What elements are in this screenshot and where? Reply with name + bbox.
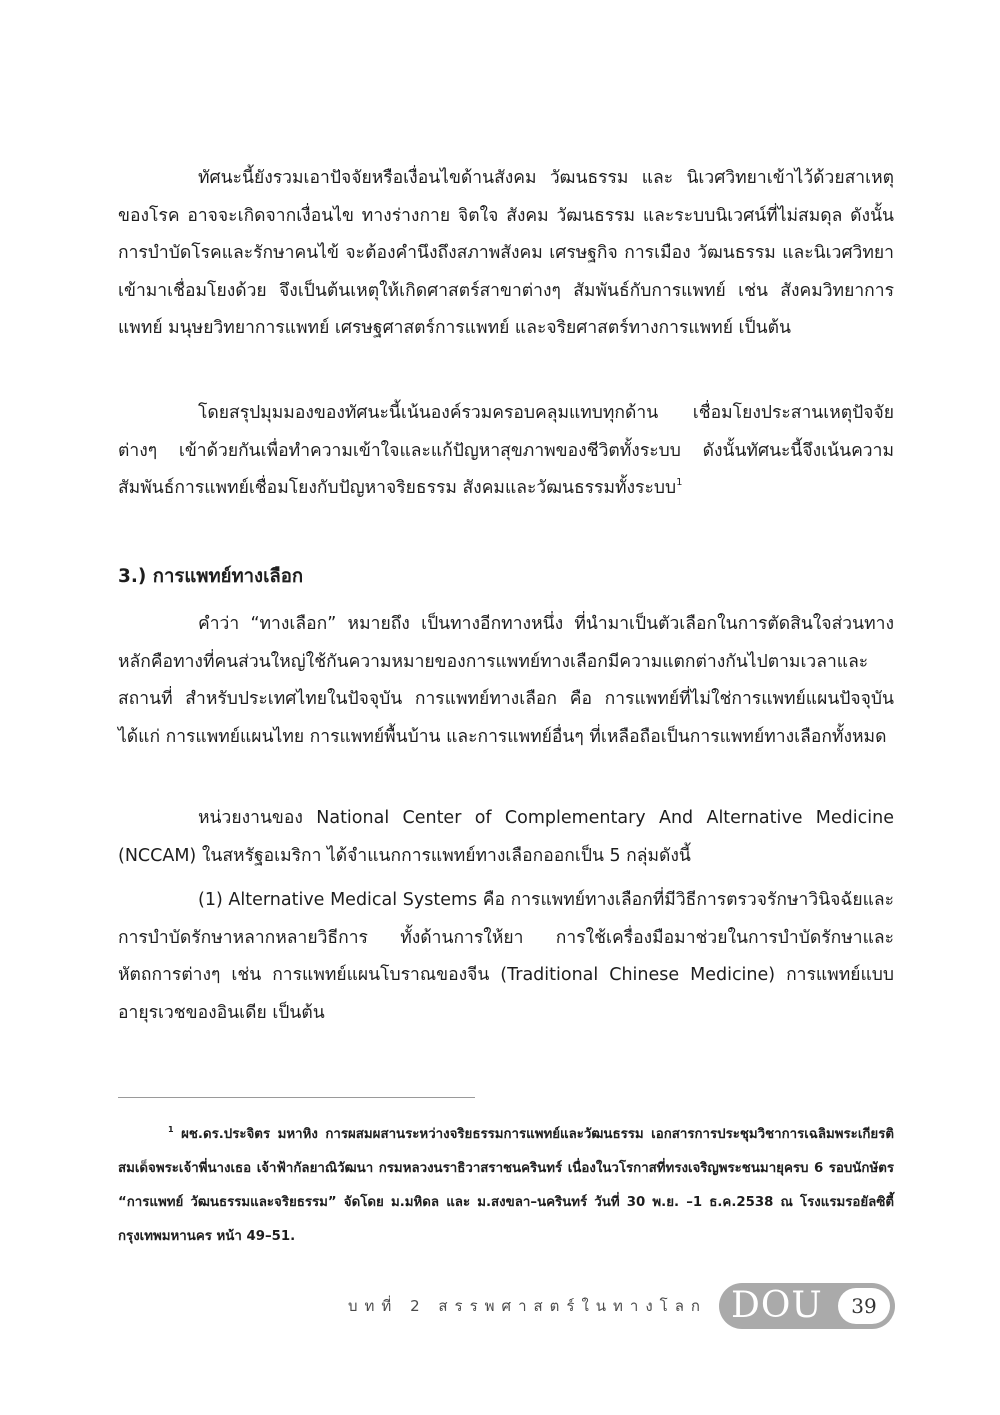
footnote-divider bbox=[118, 1097, 475, 1098]
paragraph-nccam: หน่วยงานของ National Center of Complementary And Alternative Medicine (NCCAM) ในสหรัฐอเมริกา ได้จำแนกการแพทย์ทางเลือกออกเป็น 5 กลุ่มดังนี้ bbox=[118, 808, 894, 866]
dou-logo: DOU bbox=[731, 1285, 823, 1326]
paragraph-holistic-factors: ทัศนะนี้ยังรวมเอาปัจจัยหรือเงื่อนไขด้านสังคม วัฒนธรรม และ นิเวศวิทยาเข้าไว้ด้วยสาเหตุของโรค อาจจะเกิดจากเงื่อนไข ทางร่างกาย จิตใจ สังคม วัฒนธรรม และระบบนิเวศน์ที่ไม่สมดุล ดังนั้นการบำบัดโรคและรักษาคนไข้ จะต้องคำนึงถึงสภาพสังคม เศรษฐกิจ การเมือง วัฒนธรรม และนิเวศวิทยาเข้ามาเชื่อมโยงด้วย จึงเป็นต้นเหตุให้เกิดศาสตร์สาขาต่างๆ สัมพันธ์กับการแพทย์ เช่น สังคมวิทยาการแพทย์ มนุษยวิทยาการแพทย์ เศรษฐศาสตร์การแพทย์ และจริยศาสตร์ทางการแพทย์ เป็นต้น bbox=[118, 168, 894, 338]
chapter-title: บทที่ 2 สรรพศาสตร์ในทางโลก bbox=[348, 1297, 707, 1315]
section-heading: 3.) การแพทย์ทางเลือก bbox=[118, 566, 304, 587]
footnote-reference: 1 bbox=[676, 477, 683, 488]
page-footer bbox=[300, 1280, 895, 1334]
page-number: 39 bbox=[838, 1288, 890, 1324]
footnote-marker: 1 bbox=[168, 1125, 174, 1134]
dou-badge bbox=[719, 1283, 895, 1329]
paragraph-holistic-summary: โดยสรุปมุมมองของทัศนะนี้เน้นองค์รวมครอบคลุมแทบทุกด้าน เชื่อมโยงประสานเหตุปัจจัยต่างๆ เข้าด้วยกันเพื่อทำความเข้าใจและแก้ปัญหาสุขภาพของชีวิตทั้งระบบ ดังนั้นทัศนะนี้จึงเน้นความสัมพันธ์การแพทย์เชื่อมโยงกับปัญหาจริยธรรม สังคมและวัฒนธรรมทั้งระบบ$^1$ bbox=[118, 403, 894, 498]
paragraph-alternative-systems: (1) Alternative Medical Systems คือ การแพทย์ทางเลือกที่มีวิธีการตรวจรักษาวินิจฉัยและการบำบัดรักษาหลากหลายวิธีการ ทั้งด้านการให้ยา การใช้เครื่องมือมาช่วยในการบำบัดรักษาและหัตถการต่างๆ เช่น การแพทย์แผนโบราณของจีน (Traditional Chinese Medicine) การแพทย์แบบอายุรเวชของอินเดีย เป็นต้น bbox=[118, 890, 894, 1023]
paragraph-alternative-definition: คำว่า “ทางเลือก” หมายถึง เป็นทางอีกทางหนึ่ง ที่นำมาเป็นตัวเลือกในการตัดสินใจส่วนทางหลักคือทางที่คนส่วนใหญ่ใช้กันความหมายของการแพทย์ทางเลือกมีความแตกต่างกันไปตามเวลาและสถานที่ สำหรับประเทศไทยในปัจจุบัน การแพทย์ทางเลือก คือ การแพทย์ที่ไม่ใช่การแพทย์แผนปัจจุบัน ได้แก่ การแพทย์แผนไทย การแพทย์พื้นบ้าน และการแพทย์อื่นๆ ที่เหลือถือเป็นการแพทย์ทางเลือกทั้งหมด bbox=[118, 614, 894, 747]
footnote: $^1$ ผช.ดร.ประจิตร มหาหิง การผสมผสานระหว่างจริยธรรมการแพทย์และวัฒนธรรม เอกสารการประชุมวิชาการเฉลิมพระเกียรติ สมเด็จพระเจ้าพี่นางเธอ เจ้าฟ้ากัลยาณิวัฒนา กรมหลวงนราธิวาสราชนครินทร์ เนื่องในวโรกาสที่ทรงเจริญพระชนมายุครบ 6 รอบนักษัตร “การแพทย์ วัฒนธรรมและจริยธรรม” จัดโดย ม.มหิดล และ ม.สงขลา–นครินทร์ วันที่ 30 พ.ย. –1 ธ.ค.2538 ณ โรงแรมรอยัลซิตี้ กรุงเทพมหานคร หน้า 49–51. bbox=[118, 1125, 894, 1244]
